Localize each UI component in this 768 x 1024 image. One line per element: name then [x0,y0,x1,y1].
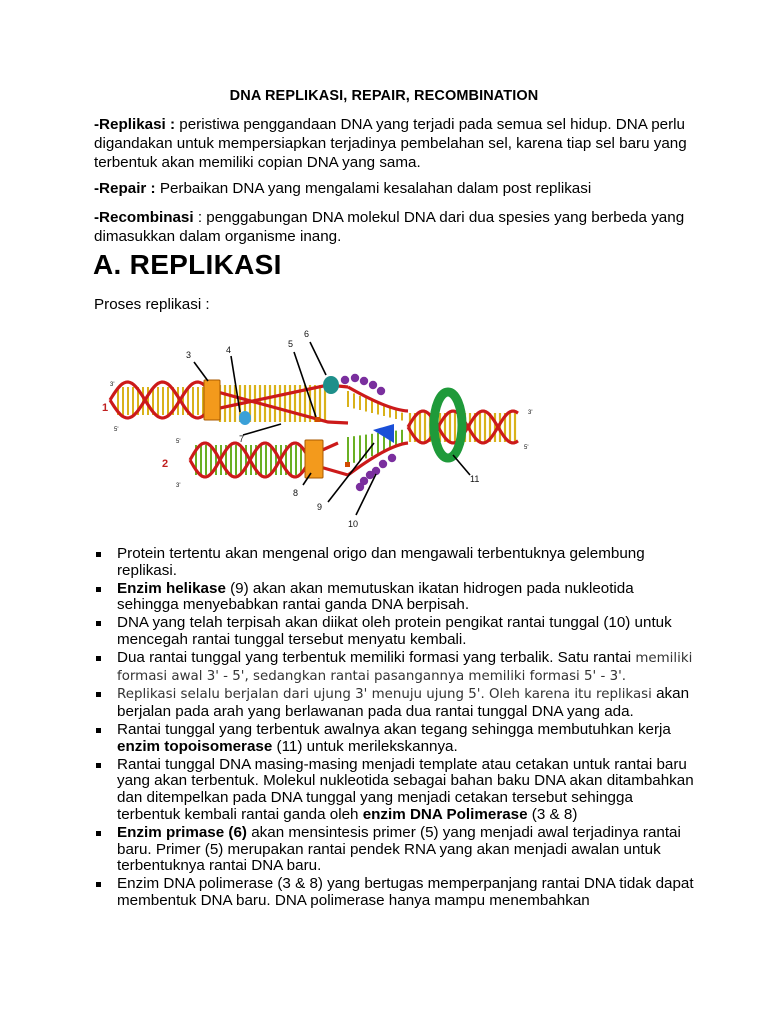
list-item-text: memiliki formasi awal 3' - 5', sedangkan rantai pasangannya memiliki formasi 5' - 3'. [117,650,693,684]
list-item-text: (11) untuk merilekskannya. [272,737,458,755]
list-item-text: DNA yang telah terpisah akan diikat oleh protein pengikat rantai tunggal (10) untuk mencegah rantai tunggal tersebut menyatu kembali. [117,614,672,648]
primer-mark [345,462,350,467]
ssb-protein [369,381,377,389]
dna-polymerase-bottom [305,440,323,478]
prime-label: 5' [176,439,181,445]
ssb-protein [356,483,364,491]
bullet-marker [96,728,101,733]
list-item [94,876,694,910]
list-item [94,546,694,580]
topoisomerase-ring [434,392,462,458]
list-item-text: Rantai tunggal DNA masing-masing menjadi template atau cetakan untuk rantai baru yang akan terbentuk. Molekul nukleotida sebagai bahan baku DNA akan ditambahkan dan ditempelkan pada DNA tunggal yang menjadi cetakan tersebut sehingga terbentuk kembali rantai ganda oleh [117,755,694,823]
definition-term: -Repair : [94,180,156,197]
label-1: 1 [102,402,109,414]
ssb-protein [341,376,349,384]
label-8: 8 [293,488,299,498]
list-item-text: Protein tertentu akan mengenal origo dan mengawali terbentuknya gelembung replikasi. [117,545,645,579]
definition-text: : penggabungan DNA molekul DNA dari dua spesies yang berbeda yang dimasukkan dalam organisme inang. [94,209,685,245]
bullet-marker [96,763,101,768]
list-item-text: Dua rantai tunggal yang terbentuk memiliki formasi yang terbalik. Satu rantai [117,648,636,666]
pointer-lines [194,342,470,515]
ssb-protein [372,467,380,475]
label-2: 2 [162,458,169,470]
prime-label: 3' [176,483,181,489]
bullet-marker [96,692,101,697]
prime-label: 3' [528,410,533,416]
list-item-text: akan berjalan pada arah yang berlawanan pada dua rantai tunggal DNA yang ada. [117,685,690,721]
bold-term: enzim topoisomerase [117,737,273,755]
definition-recombinasi [94,208,694,246]
definition-replikasi [94,115,694,172]
label-9: 9 [317,502,323,512]
prime-label: 5' [114,427,119,433]
label-6: 6 [304,329,310,339]
label-11: 11 [470,474,480,484]
bullet-marker [96,831,101,836]
bullet-marker [96,882,101,887]
list-item-text: (9) akan akan memutuskan ikatan hidrogen pada nukleotida sehingga menyebabkan rantai ganda DNA berpisah. [117,579,634,614]
primer-mark [315,417,320,422]
label-5: 5 [288,339,294,349]
bullet-marker [96,587,101,592]
list-item-text: Rantai tunggal yang terbentuk awalnya akan tegang sehingga membutuhkan kerja [117,720,671,738]
document-title: DNA REPLIKASI, REPAIR, RECOMBINATION [229,88,539,104]
proses-label: Proses replikasi : [94,296,210,313]
label-7: 7 [239,434,245,444]
primase-enzyme [323,376,339,394]
replication-steps-list [94,546,694,911]
list-item [94,650,694,686]
bold-term: enzim DNA Polimerase [362,805,528,823]
prime-label: 5' [524,445,529,451]
definition-text: peristiwa penggandaan DNA yang terjadi pada semua sel hidup. DNA perlu digandakan untuk mempersiapkan terjadinya pembelahan sel, karena tiap sel baru yang terbentuk akan memiliki copian DNA yang sama. [94,116,687,171]
label-3: 3 [186,350,192,360]
definition-text: Perbaikan DNA yang mengalami kesalahan dalam post replikasi [155,180,592,197]
bullet-marker [96,621,101,626]
list-item-text: Enzim DNA polimerase (3 & 8) yang bertugas memperpanjang rantai DNA tidak dapat membentuk DNA baru. DNA polimerase hanya mampu menembahkan [117,875,694,909]
list-item-text: (3 & 8) [527,805,578,823]
ssb-protein [351,374,359,382]
definition-term: -Replikasi : [94,116,176,133]
label-4: 4 [226,345,232,355]
list-item [94,581,694,615]
list-item [94,686,694,721]
list-item [94,825,694,875]
ssb-protein [388,454,396,462]
ssb-protein [379,460,387,468]
dna-replication-diagram [98,325,548,535]
dna-polymerase-top [204,380,220,420]
label-10: 10 [348,519,359,529]
protein-4 [239,411,251,425]
ssb-protein [377,387,385,395]
ssb-protein [360,377,368,385]
prime-label: 3' [110,382,115,388]
list-item [94,615,694,649]
section-heading: A. REPLIKASI [93,249,282,280]
bold-term: Enzim primase (6) [117,823,247,841]
list-item-text: Replikasi selalu berjalan dari ujung 3' menuju ujung 5'. Oleh karena itu replikasi [117,687,652,703]
definition-term: -Recombinasi [94,209,194,226]
bullet-marker [96,552,101,557]
list-item-text: akan mensintesis primer (5) yang menjadi awal terjadinya rantai baru. Primer (5) merupakan rantai pendek RNA yang akan menjadi awalan untuk terbentuknya rantai DNA baru. [117,823,681,875]
list-item [94,722,694,756]
bullet-marker [96,656,101,661]
list-item [94,757,694,824]
bold-term: Enzim helikase [117,579,226,597]
definition-repair [94,179,694,198]
